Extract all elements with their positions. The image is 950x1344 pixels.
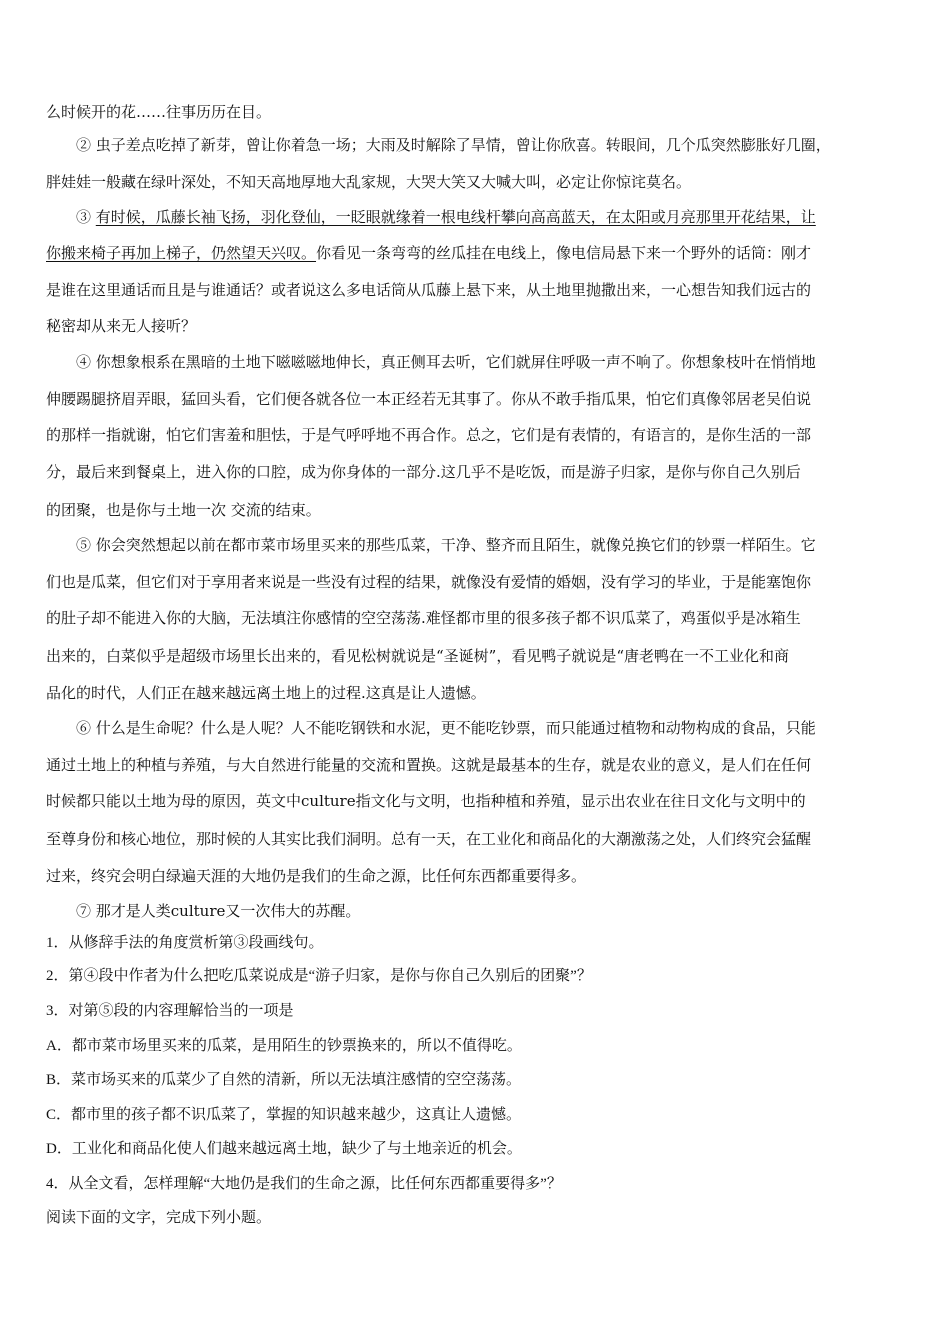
question-1: 1．从修辞手法的角度赏析第③段画线句。 [46,935,324,951]
para-5-line-1: ⑤ 你会突然想起以前在都市菜市场里买来的那些瓜菜，干净、整齐而且陌生，就像兑换它们的钞票一样陌生。它 [76,536,816,554]
reading-instruction: 阅读下面的文字，完成下列小题。 [46,1210,272,1226]
para-3-marker: ③ [76,208,96,226]
para-6-line-4: 至尊身份和核心地位，那时候的人其实比我们洞明。总有一天，在工业化和商品化的大潮激荡之处，人们终究会猛醒 [46,830,812,848]
option-c: C．都市里的孩子都不识瓜菜了，掌握的知识越来越少，这真让人遗憾。 [46,1107,522,1123]
para-6-line-1: ⑥ 什么是生命呢？什么是人呢？人不能吃钢铁和水泥，更不能吃钞票，而只能通过植物和动物构成的食品，只能 [76,719,816,737]
para-2-line-2: 胖娃娃一般藏在绿叶深处，不知天高地厚地大乱家规，大哭大笑又大喊大叫，必定让你惊诧莫名。 [46,173,692,191]
para-5-line-3: 的肚子却不能进入你的大脑，无法填注你感情的空空荡荡.难怪都市里的很多孩子都不识瓜菜了，鸡蛋似乎是冰箱生 [46,609,801,627]
para-4-line-2: 伸腰踢腿挤眉弄眼，猛回头看，它们便各就各位一本正经若无其事了。你从不敢手指瓜果，怕它们真像邻居老吴伯说 [46,390,812,408]
option-a: A．都市菜市场里买来的瓜菜，是用陌生的钞票换来的，所以不值得吃。 [46,1038,522,1054]
para-4-line-5: 的团聚，也是你与土地一次 交流的结束。 [46,501,321,519]
para-3-line-4: 秘密却从来无人接听？ [46,317,197,335]
para-4-line-4: 分，最后来到餐桌上，进入你的口腔，成为你身体的一部分.这几乎不是吃饭，而是游子归家，是你与你自己久别后 [46,463,801,481]
para-4-line-3: 的那样一指就谢，怕它们害羞和胆怯，于是气呼呼地不再合作。总之，它们是有表情的，有语言的，是你生活的一部 [46,426,812,444]
para-5-line-4: 出来的，白菜似乎是超级市场里长出来的，看见松树就说是“圣诞树”，看见鸭子就说是“唐老鸭在一不工业化和商 [46,647,790,665]
question-2: 2．第④段中作者为什么把吃瓜菜说成是“游子归家，是你与你自己久别后的团聚”？ [46,968,592,984]
para-6-line-5: 过来，终究会明白绿遍天涯的大地仍是我们的生命之源，比任何东西都重要得多。 [46,867,587,885]
para-6-line-3: 时候都只能以土地为母的原因，英文中culture指文化与文明，也指种植和养殖，显示出农业在往日文化与文明中的 [46,792,806,810]
question-4: 4．从全文看，怎样理解“大地仍是我们的生命之源，比任何东西都重要得多”？ [46,1176,562,1192]
para-3-line-1 [76,207,816,227]
para-4-line-1: ④ 你想象根系在黑暗的土地下嗞嗞嗞地伸长，真正侧耳去听，它们就屏住呼吸一声不响了。你想象枝叶在悄悄地 [76,353,816,371]
option-b: B．菜市场买来的瓜菜少了自然的清新，所以无法填注感情的空空荡荡。 [46,1072,522,1088]
para-5-line-5: 品化的时代，人们正在越来越远离土地上的过程.这真是让人遗憾。 [46,684,486,702]
para-7-line-1: ⑦ 那才是人类culture又一次伟大的苏醒。 [76,902,361,920]
question-3: 3．对第⑤段的内容理解恰当的一项是 [46,1003,294,1019]
option-d: D．工业化和商品化使人们越来越远离土地，缺少了与土地亲近的机会。 [46,1141,522,1157]
para-6-line-2: 通过土地上的种植与养殖，与大自然进行能量的交流和置换。这就是最基本的生存，就是农业的意义，是人们在任何 [46,756,812,774]
underlined-sentence-part-1: 有时候，瓜藤长袖飞扬，羽化登仙，一眨眼就缘着一根电线杆攀向高高蓝天，在太阳或月亮那里开花结果，让 [95,208,816,226]
underlined-sentence-part-2: 你搬来椅子再加上梯子，仍然望天兴叹。 [46,244,317,262]
para-3-line-2 [46,243,811,263]
para-3-line-2-rest: 你看见一条弯弯的丝瓜挂在电线上，像电信局悬下来一个野外的话筒：刚才 [316,244,812,262]
para-3-line-3: 是谁在这里通话而且是与谁通话？或者说这么多电话筒从瓜藤上悬下来，从土地里抛撒出来，一心想告知我们远古的 [46,281,812,299]
para-2-line-1: ② 虫子差点吃掉了新芽，曾让你着急一场；大雨及时解除了旱情，曾让你欣喜。转眼间，几个瓜突然膨胀好几圈， [76,136,831,154]
para-5-line-2: 们也是瓜菜，但它们对于享用者来说是一些没有过程的结果，就像没有爱情的婚姻，没有学习的毕业，于是能塞饱你 [46,573,812,591]
para-continuation: 么时候开的花……往事历历在目。 [46,103,272,121]
